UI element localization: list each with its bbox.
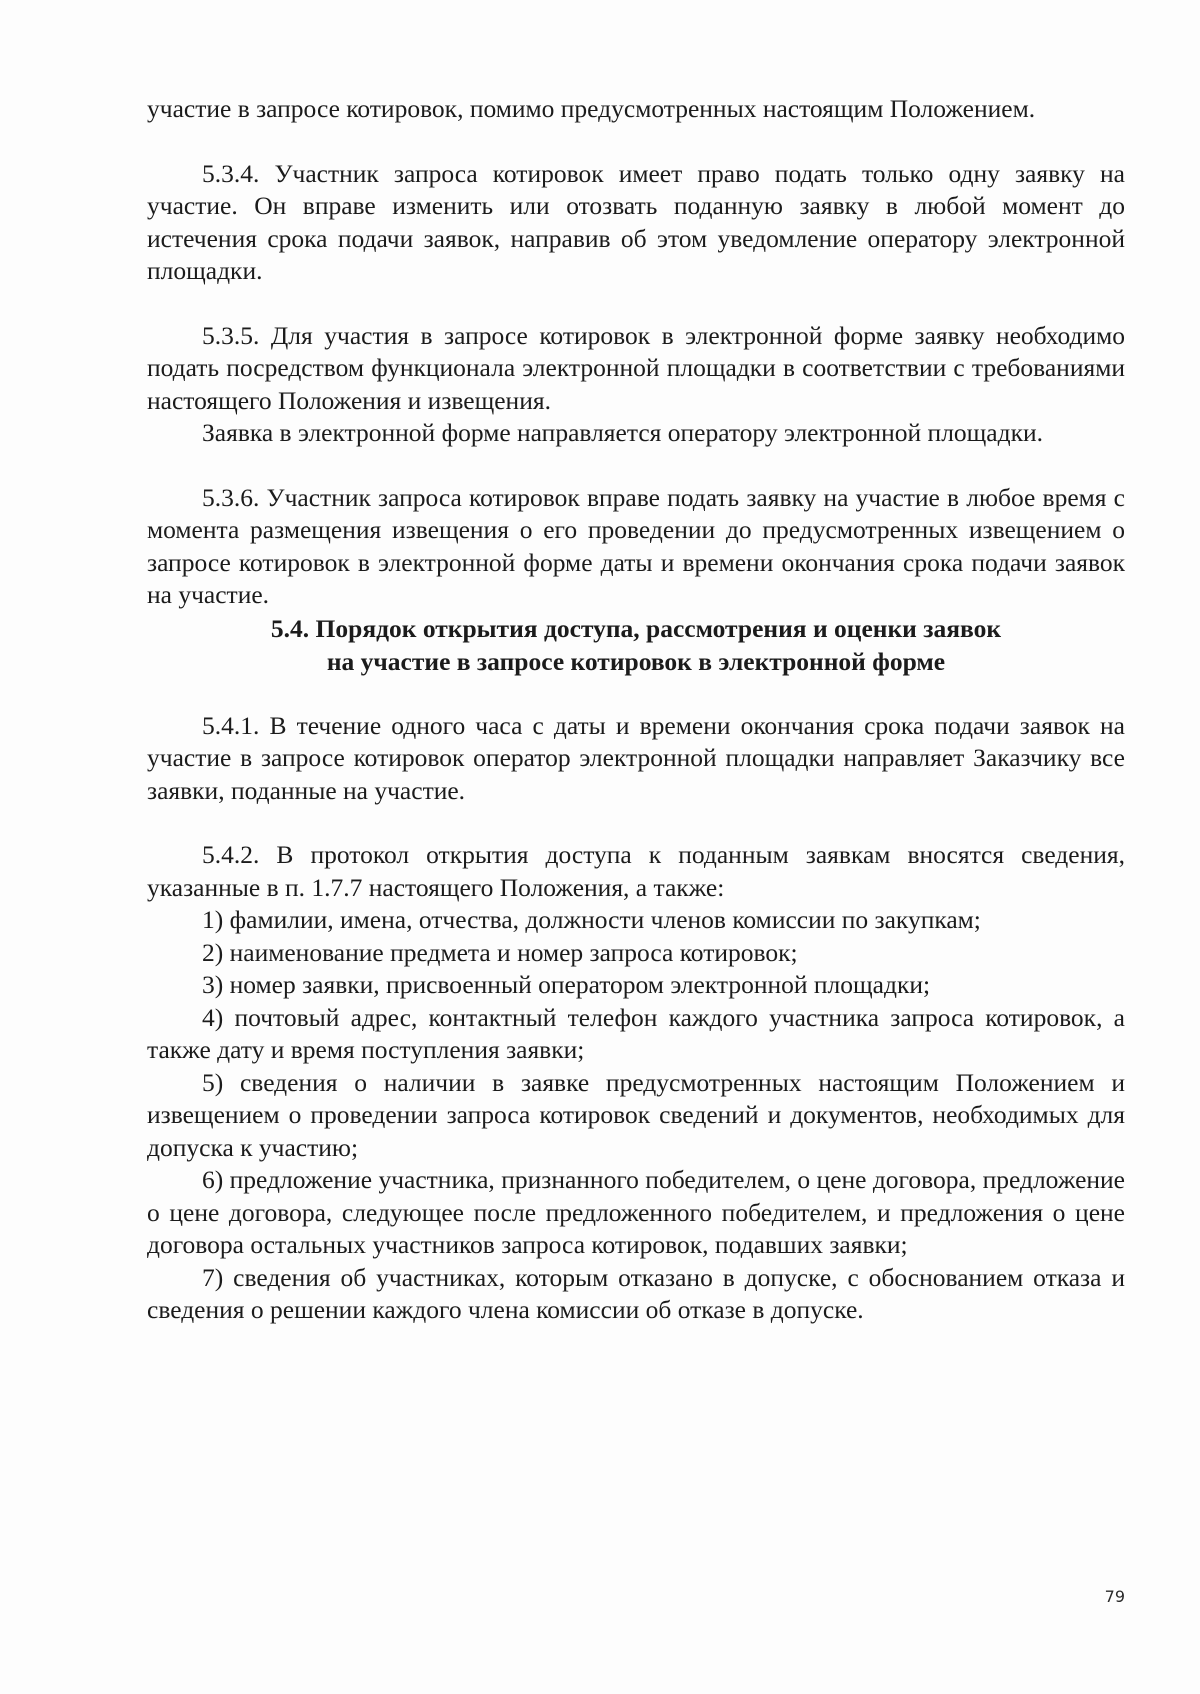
page-content [147,93,1125,1327]
paragraph-5-4-2: 5.4.2. В протокол открытия доступа к поданным заявкам вносятся сведения, указанные в п. 1.7.7 настоящего Положения, а также: [147,840,1125,902]
section-heading-5-4 [147,612,1125,678]
paragraph-5-3-5-continuation: Заявка в электронной форме направляется оператору электронной площадки. [202,418,1044,447]
list-item: 2) наименование предмета и номер запроса котировок; [202,937,798,967]
list-item: 1) фамилии, имена, отчества, должности членов комиссии по закупкам; [202,905,981,934]
list-item: 7) сведения об участниках, которым отказано в допуске, с обоснованием отказа и сведения о решении каждого члена комиссии об отказе в допуске. [147,1262,1125,1324]
list-item: 3) номер заявки, присвоенный оператором электронной площадки; [202,970,931,999]
page-number: 79 [1104,1587,1125,1606]
list-item: 6) предложение участника, признанного победителем, о цене договора, предложение о цене договора, следующее после предложенного победителем, и предложения о цене договора остальных участников запроса котировок, подавших заявки; [147,1165,1125,1259]
list-item: 4) почтовый адрес, контактный телефон каждого участника запроса котировок, а также дату и время поступления заявки; [147,1002,1125,1064]
paragraph-5-3-3-tail: участие в запросе котировок, помимо предусмотренных настоящим Положением. [147,94,1036,123]
paragraph-5-4-1: 5.4.1. В течение одного часа с даты и времени окончания срока подачи заявок на участие в запросе котировок оператор электронной площадки направляет Заказчику все заявки, поданные на участие. [147,710,1125,805]
protocol-contents-list [147,904,1125,1327]
paragraph-5-3-5: 5.3.5. Для участия в запросе котировок в электронной форме заявку необходимо подать посредством функционала электронной площадки в соответствии с требованиями настоящего Положения и извещения. [147,320,1125,415]
paragraph-5-3-6: 5.3.6. Участник запроса котировок вправе подать заявку на участие в любое время с момента размещения извещения о его проведении до предусмотренных извещением о запросе котировок в электронной форме даты и времени окончания срока подачи заявок на участие. [147,482,1125,609]
section-heading-line-2: на участие в запросе котировок в электронной форме [326,646,946,676]
paragraph-5-3-4: 5.3.4. Участник запроса котировок имеет право подать только одну заявку на участие. Он вправе изменить или отозвать поданную заявку в любой момент до истечения срока подачи заявок, направив об этом уведомление оператору электронной площадки. [147,158,1125,285]
list-item: 5) сведения о наличии в заявке предусмотренных настоящим Положением и извещением о проведении запроса котировок сведений и документов, необходимых для допуска к участию; [147,1067,1125,1162]
section-heading-line-1: 5.4. Порядок открытия доступа, рассмотрения и оценки заявок [270,613,1002,643]
